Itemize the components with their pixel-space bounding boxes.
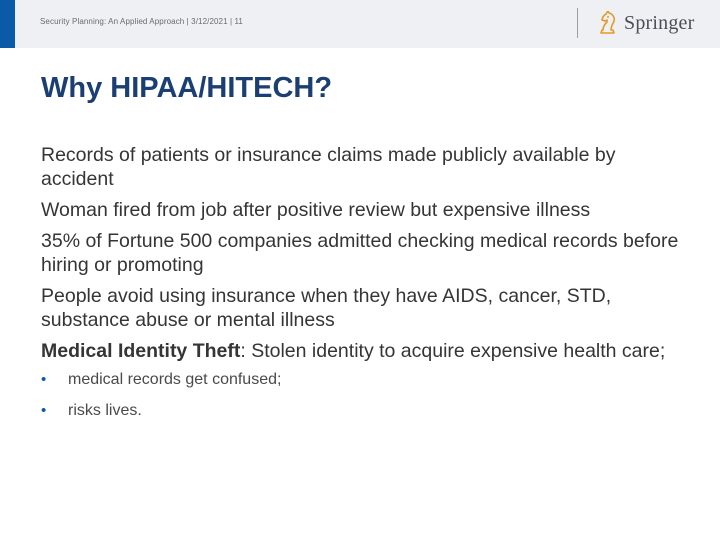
chess-knight-icon: [598, 11, 620, 35]
identity-theft-bullets: [41, 370, 681, 421]
slide-content: [41, 143, 681, 432]
header-accent-bar: [0, 0, 15, 48]
paragraph-fortune-500: 35% of Fortune 500 companies admitted checking medical records before hiring or promoting: [41, 230, 679, 276]
paragraph-records: Records of patients or insurance claims made publicly available by accident: [41, 144, 616, 190]
slide-header: [0, 0, 720, 48]
springer-logo: [598, 9, 694, 37]
paragraph-woman-fired: Woman fired from job after positive review but expensive illness: [41, 199, 591, 221]
bullet-text: risks lives.: [68, 402, 142, 419]
bullet-text: medical records get confused;: [68, 371, 282, 388]
list-item: [41, 401, 681, 421]
springer-logo-text: Springer: [624, 11, 695, 34]
header-meta-text: Security Planning: An Applied Approach | 3/12/2021 | 11: [40, 17, 243, 26]
list-item: [41, 370, 681, 390]
paragraph-avoid-insurance: People avoid using insurance when they have AIDS, cancer, STD, substance abuse or mental illness: [41, 285, 612, 331]
paragraph-identity-theft: [41, 339, 681, 363]
identity-theft-text: : Stolen identity to acquire expensive health care;: [240, 340, 666, 362]
bullet-icon: •: [41, 371, 47, 388]
header-divider: [577, 8, 578, 38]
slide-title: Why HIPAA/HITECH?: [41, 72, 333, 104]
identity-theft-label: Medical Identity Theft: [41, 340, 241, 362]
bullet-icon: •: [41, 402, 47, 419]
